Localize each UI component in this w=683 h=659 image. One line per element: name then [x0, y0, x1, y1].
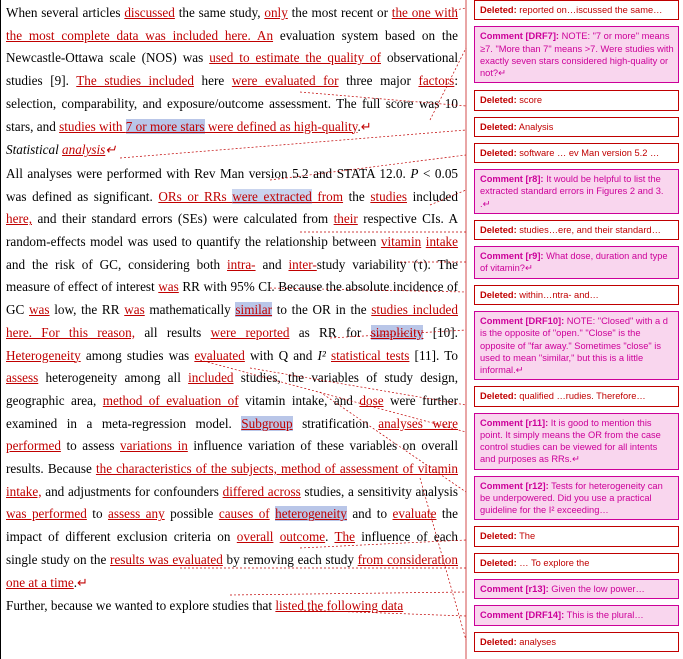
balloon-label: Deleted:	[480, 95, 517, 106]
text-run: the most recent or	[287, 5, 392, 20]
balloon-text: NOTE: "7 or more" means ≥7. "More than 7" means >7. Were studies with exactly seven stars considered high-quality or not?↵	[480, 31, 674, 79]
balloon-deleted[interactable]	[474, 90, 679, 110]
text-run: Further, because we wanted to explore studies that	[6, 598, 276, 614]
balloon-deleted[interactable]	[474, 632, 679, 652]
inserted-text: their	[333, 211, 358, 227]
inserted-text: evaluated	[194, 347, 245, 363]
balloon-text: Analysis	[518, 121, 554, 132]
inserted-text: was performed	[6, 506, 87, 522]
balloon-label: Comment [r12]:	[480, 480, 549, 491]
text-run: observational studies [9].	[6, 50, 458, 89]
inserted-text: discussed	[124, 5, 175, 20]
inserted-text: overall	[236, 529, 274, 545]
text-run: to	[86, 506, 109, 522]
text-run: [11]. To	[409, 347, 458, 363]
text-run: to the OR in the	[272, 302, 372, 318]
text-run: three major	[338, 73, 419, 89]
change-bar	[0, 0, 1, 659]
text-run: and their standard errors (SEs) were calculated from	[32, 211, 334, 227]
inserted-text: outcome	[279, 529, 326, 545]
text-run: All analyses were performed with Rev Man version 5.2 and STATA 12.0.	[6, 165, 411, 181]
balloon-label: Comment [DRF14]:	[480, 610, 565, 621]
balloon-text: What dose, duration and type of vitamin?↵	[480, 251, 668, 274]
markup-balloon-column[interactable]	[466, 0, 683, 659]
balloon-label: Deleted:	[480, 147, 517, 158]
text-run: here	[193, 73, 232, 89]
balloon-deleted[interactable]	[474, 285, 679, 305]
balloon-label: Deleted:	[480, 557, 517, 568]
balloon-comment[interactable]	[474, 311, 679, 380]
balloon-deleted[interactable]	[474, 220, 679, 240]
text-run: evaluation system based on the Newcastle-Ottawa scale (NOS) was	[6, 27, 458, 66]
inserted-text: inter-	[288, 256, 317, 272]
inserted-text: was	[29, 302, 50, 318]
inserted-text: results was evaluated	[110, 551, 223, 567]
balloon-comment[interactable]	[474, 579, 679, 599]
inserted-text: listed the	[275, 598, 327, 614]
inserted-text: here,	[6, 211, 32, 227]
inserted-text: were defined as high-quality	[204, 118, 358, 134]
text-run: and to	[346, 506, 393, 522]
text-run: < 0.05 was defined as significant.	[6, 165, 459, 204]
text-run: by removing each study	[222, 551, 358, 567]
balloon-text: This is the plural…	[566, 610, 644, 621]
inserted-text: The	[334, 529, 355, 545]
text-run: all results	[135, 324, 211, 340]
inserted-text: was	[124, 302, 145, 318]
text-run: ↵	[77, 574, 89, 590]
text-run: as RR for	[289, 324, 371, 340]
inserted-text: similar	[235, 302, 273, 318]
inserted-text: The studies included	[76, 73, 194, 89]
inserted-text: ORs or RRs	[158, 188, 233, 204]
text-run: the same study,	[174, 5, 265, 20]
balloon-label: Comment [DRF7]:	[480, 31, 560, 42]
inserted-text: studies	[370, 188, 407, 204]
inserted-text: method of evaluation of	[102, 392, 239, 408]
inserted-text: was	[158, 279, 179, 295]
balloon-text: … To explore the	[519, 557, 590, 568]
text-run: studies, the variables of study design, geographic area,	[6, 370, 458, 408]
balloon-text: software … ev Man version 5.2 …	[519, 147, 660, 158]
balloon-text: The	[519, 531, 536, 542]
text-run: stratification	[292, 415, 379, 431]
balloon-label: Comment [r13]:	[480, 583, 549, 594]
text-run: [10].	[423, 324, 458, 340]
balloon-label: Comment [r11]:	[480, 417, 549, 428]
text-run: : selection, comparability, and exposure/outcome assessment. The full score was 10 stars, and	[6, 73, 458, 134]
balloon-label: Comment [r9]:	[480, 251, 544, 262]
balloon-label: Deleted:	[480, 289, 517, 300]
balloon-deleted[interactable]	[474, 386, 679, 406]
inserted-text: were evaluated for	[231, 73, 339, 89]
inserted-text: were reported	[210, 324, 290, 340]
inserted-text: only	[264, 5, 288, 20]
balloon-deleted[interactable]	[474, 117, 679, 137]
text-run: vitamin intake, and	[238, 392, 360, 408]
balloon-comment[interactable]	[474, 169, 679, 214]
balloon-comment[interactable]	[474, 476, 679, 521]
text-run: influence variation of these variables on overall results. Because	[6, 438, 458, 477]
balloon-comment[interactable]	[474, 246, 679, 279]
text-run: studies, a sensitivity analysis	[300, 483, 458, 499]
inserted-text: following data	[326, 598, 404, 614]
inserted-text: intra-	[227, 256, 256, 272]
text-run: and	[255, 256, 289, 272]
balloon-text: Tests for heterogeneity can be underpowered. Did you use a practical guideline for the I² exceeding…	[480, 480, 663, 516]
inserted-text: included	[188, 370, 234, 386]
text-run: were further examined in a meta-regression model.	[6, 392, 458, 431]
balloon-label: Deleted:	[480, 224, 517, 235]
balloon-text: It is good to mention this point. It simply means the OR from the case control studies can be viewed for all intents and purposes as RRs.↵	[480, 417, 661, 465]
balloon-text: analyses	[519, 636, 556, 647]
text-run: study variability (τ). The measure of effect of interest	[6, 256, 458, 295]
text-run: heterogeneity among all	[38, 370, 189, 386]
paragraph-4[interactable]	[6, 595, 458, 618]
balloon-deleted[interactable]	[474, 143, 679, 163]
inserted-text: the characteristics of the subjects, method of assessment of vitamin intake,	[6, 461, 458, 499]
balloon-text: qualified …rudies. Therefore…	[519, 391, 646, 402]
text-run: included	[406, 188, 458, 204]
text-run: low, the RR	[49, 302, 125, 318]
inserted-text: from consideration one at a time	[6, 551, 458, 590]
inserted-text: were extracted	[232, 188, 312, 204]
inserted-text: simplicity	[370, 324, 424, 340]
text-run: P	[410, 165, 419, 181]
text-run: and the risk of GC, considering both	[6, 256, 228, 272]
inserted-text: the one with the most complete data was included here. An	[6, 5, 458, 43]
paragraph-3[interactable]	[6, 163, 458, 594]
inserted-text: studies with	[59, 118, 126, 134]
text-run: ↵	[360, 118, 372, 134]
inserted-text: intake	[425, 234, 459, 250]
inserted-text: vitamin	[380, 234, 422, 250]
balloon-label: Deleted:	[480, 531, 517, 542]
text-run: .	[357, 118, 361, 134]
text-run: the impact of different exclusion criteria on	[6, 506, 458, 545]
text-run: the	[343, 188, 371, 204]
text-run: respective CIs. A random-effects model was used to quantify the relationship between	[6, 211, 458, 250]
inserted-text: studies included here. For this reason,	[6, 302, 458, 340]
paragraph-heading-statistical-analysis[interactable]	[6, 139, 458, 162]
inserted-text: analysis	[62, 142, 106, 158]
balloon-deleted[interactable]	[474, 553, 679, 573]
inserted-text: evaluate	[392, 506, 437, 522]
inserted-text: variations in	[120, 438, 188, 454]
text-run: ↵	[105, 142, 117, 158]
paragraph-1[interactable]	[6, 2, 458, 138]
balloon-text: score	[519, 95, 543, 106]
text-run: RR with 95% CI. Because the absolute incidence of GC	[6, 279, 458, 318]
inserted-text: statistical tests	[331, 347, 410, 363]
inserted-text: from	[311, 188, 344, 204]
inserted-text: factors	[418, 73, 455, 89]
balloon-label: Deleted:	[480, 5, 517, 15]
inserted-text: dose	[359, 392, 384, 408]
text-run: I²	[317, 347, 326, 363]
inserted-text: analyses were performed	[6, 415, 459, 454]
balloon-text: Given the low power…	[551, 583, 645, 594]
text-run: among studies was	[80, 347, 195, 363]
text-run: When several articles	[6, 5, 125, 20]
inserted-text: Heterogeneity	[6, 347, 81, 363]
balloon-label: Deleted:	[480, 636, 517, 647]
inserted-text: differed across	[222, 483, 301, 499]
inserted-text: Subgroup	[241, 415, 293, 431]
balloon-text: It would be helpful to list the extracted standard errors in Figures 2 and 3. .↵	[480, 174, 664, 209]
text-run: Statistical	[6, 142, 63, 158]
text-run: and adjustments for confounders	[41, 483, 223, 499]
balloon-label: Comment [r8]:	[480, 174, 544, 185]
text-run: .	[73, 574, 78, 590]
text-run: mathematically	[144, 302, 236, 318]
balloon-deleted[interactable]	[474, 526, 679, 546]
balloon-label: Deleted:	[480, 121, 517, 132]
inserted-text: causes of	[218, 506, 270, 522]
text-run: to assess	[60, 438, 121, 454]
balloon-text: NOTE: "Closed" with a d is the opposite of "open." "Close" is the opposite of "far away." Sometimes "close" is used to mean "similar," but this is a little informal.↵	[480, 315, 668, 376]
balloon-deleted[interactable]	[474, 0, 679, 20]
balloon-label: Comment [DRF10]:	[480, 315, 565, 326]
text-run: possible	[164, 506, 219, 522]
inserted-text: used to estimate the quality of	[209, 50, 381, 66]
balloon-text: studies…ere, and their standard…	[519, 224, 661, 235]
inserted-text: 7 or more stars	[125, 118, 205, 134]
balloon-comment[interactable]	[474, 413, 679, 470]
inserted-text: heterogeneity	[275, 506, 347, 522]
text-run: influence of each single study on the	[6, 529, 459, 567]
text-run: .	[325, 529, 335, 545]
balloon-comment[interactable]	[474, 26, 679, 83]
text-run: with Q and	[244, 347, 318, 363]
inserted-text: assess	[6, 370, 39, 386]
balloon-comment[interactable]	[474, 605, 679, 625]
balloon-text: within…ntra- and…	[519, 289, 599, 300]
inserted-text: assess any	[108, 506, 165, 522]
balloon-label: Deleted:	[480, 391, 517, 402]
balloon-text: reported on…iscussed the same…	[519, 5, 663, 15]
